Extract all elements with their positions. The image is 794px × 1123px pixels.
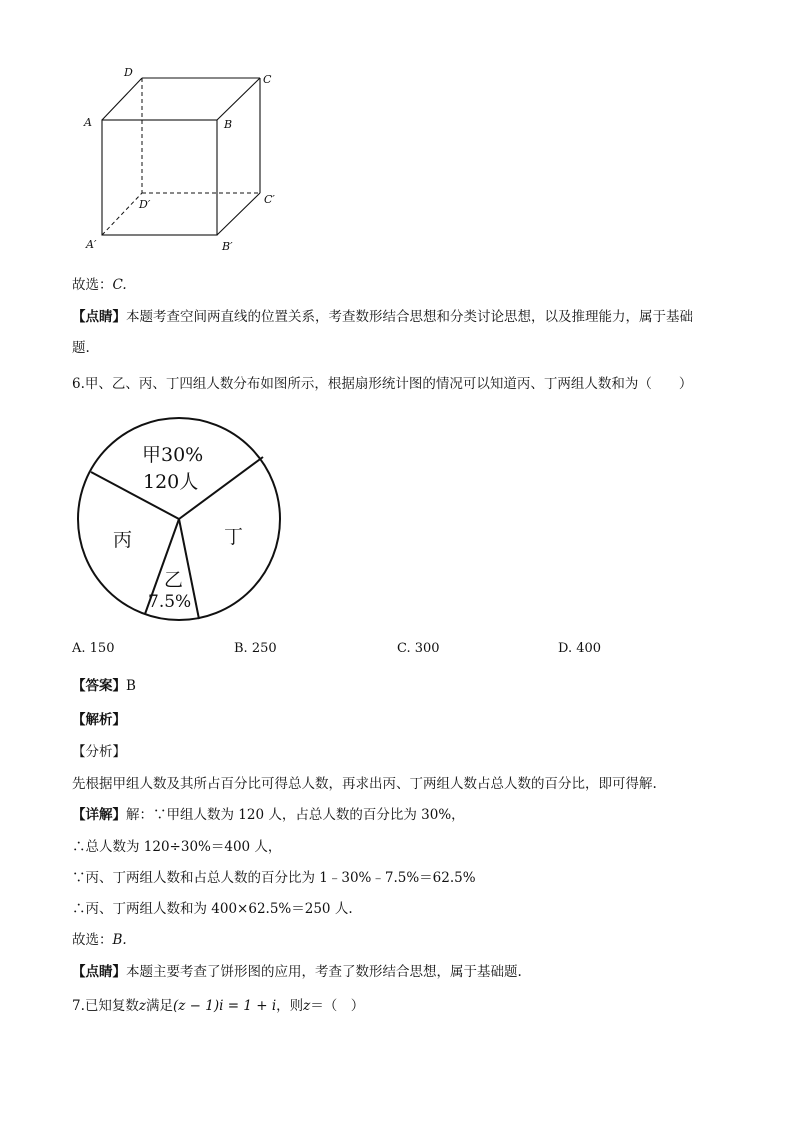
pie-label-yi-pct: 7.5%	[148, 592, 192, 612]
q6-detail-3: ∵丙、丁两组人数和占总人数的百分比为 1﹣30%﹣7.5%＝62.5%	[72, 870, 476, 886]
q5-comment: 【点睛】本题考查空间两直线的位置关系，考查数形结合思想和分类讨论思想，以及推理能力，属于基础	[72, 309, 693, 325]
option-c[interactable]: C. 300	[397, 641, 440, 656]
q5-choice: 故选：C.	[72, 277, 127, 293]
answer-tag: 【答案】	[72, 678, 126, 694]
q6-answer	[72, 677, 136, 695]
q6-fenxi-text: 先根据甲组人数及其所占百分比可得总人数，再求出丙、丁两组人数占总人数的百分比，即可得解.	[72, 776, 657, 792]
cube-figure	[80, 62, 290, 257]
cube-label-Dp: D′	[139, 198, 151, 211]
cube-label-Cp: C′	[264, 193, 275, 206]
detail-tag: 【详解】	[72, 807, 126, 823]
cube-label-D: D	[124, 66, 133, 79]
q6-stem: 6.甲、乙、丙、丁四组人数分布如图所示，根据扇形统计图的情况可以知道丙、丁两组人数和为（ ）	[72, 376, 693, 392]
pie-label-jia-count: 120人	[143, 471, 199, 493]
pie-label-yi-name: 乙	[164, 569, 184, 591]
cube-label-B: B	[224, 118, 233, 131]
cube-front-face	[102, 120, 217, 235]
q5-comment-tag: 【点睛】	[72, 309, 126, 325]
q6-choice: 故选：B.	[72, 932, 127, 948]
q5-comment-cont: 题.	[72, 340, 90, 356]
cube-label-A: A	[84, 116, 92, 129]
q6-analysis-tag: 【解析】	[72, 712, 126, 728]
cube-edge-AD	[102, 78, 142, 120]
q7-stem: 7.已知复数z满足(z − 1)i = 1 + i，则z＝（ ）	[72, 998, 365, 1014]
cube-hidden-edge-ApDp	[102, 193, 142, 235]
option-d[interactable]: D. 400	[558, 641, 602, 656]
option-a[interactable]: A. 150	[72, 641, 115, 656]
q6-comment-tag: 【点睛】	[72, 964, 126, 980]
q6-fenxi-tag: 【分析】	[72, 744, 126, 760]
pie-label-jia-pct: 甲30%	[142, 444, 204, 466]
option-b[interactable]: B. 250	[234, 641, 277, 656]
q6-detail-4: ∴丙、丁两组人数和为 400×62.5%＝250 人.	[72, 901, 353, 917]
q7-equation: (z − 1)i = 1 + i	[173, 998, 277, 1014]
pie-label-ding: 丁	[224, 526, 244, 548]
cube-edge-BpCp	[217, 193, 260, 235]
cube-edge-BC	[217, 78, 260, 120]
pie-label-bing: 丙	[113, 529, 133, 551]
q6-comment: 【点睛】本题主要考查了饼形图的应用，考查了数形结合思想，属于基础题.	[72, 964, 522, 980]
cube-label-C: C	[263, 73, 272, 86]
answer-value: B	[126, 678, 136, 694]
q6-detail-1: 【详解】解：∵甲组人数为 120 人，占总人数的百分比为 30%，	[72, 807, 465, 823]
cube-label-Ap: A′	[86, 238, 97, 251]
cube-label-Bp: B′	[222, 240, 233, 253]
q6-detail-2: ∴总人数为 120÷30%＝400 人，	[72, 839, 282, 855]
